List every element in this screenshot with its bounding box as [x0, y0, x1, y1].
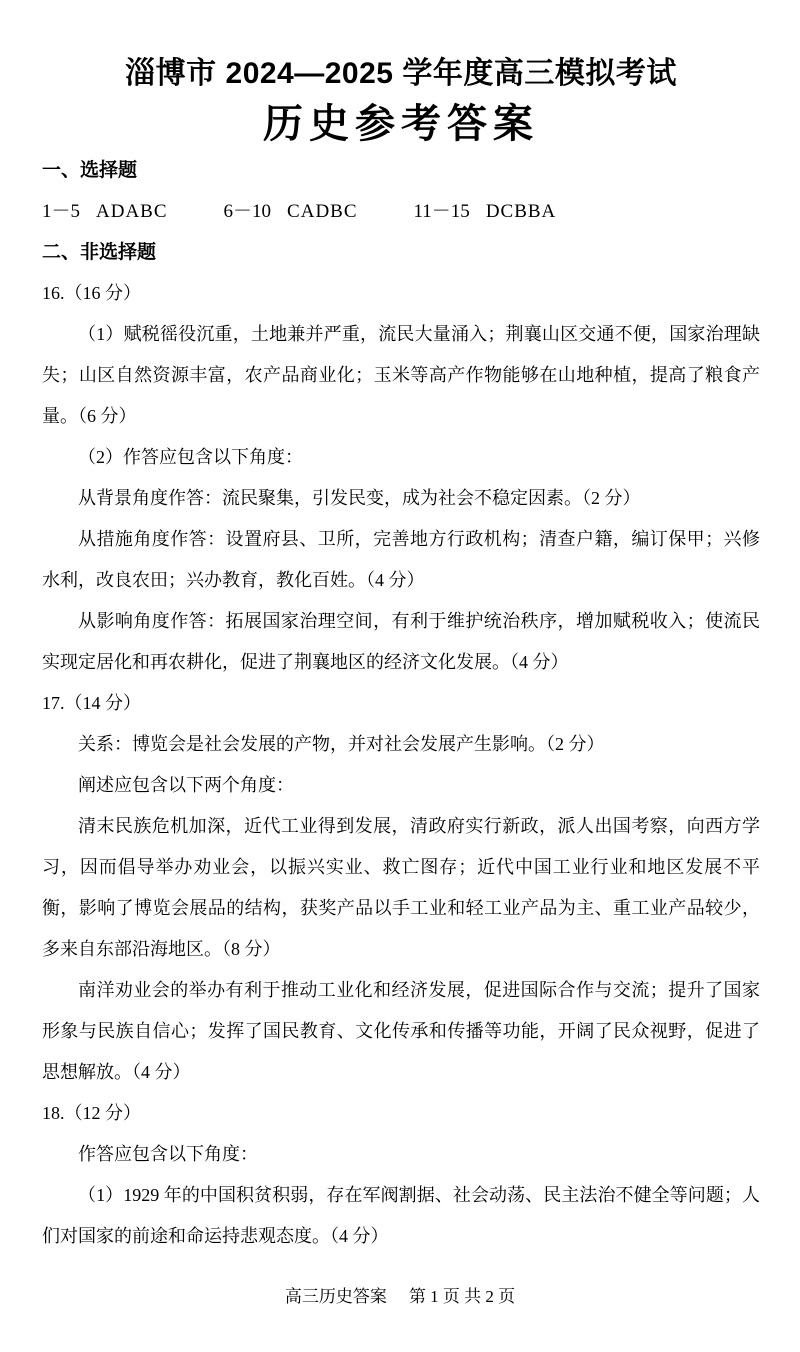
- answer-key-title: 历史参考答案: [263, 102, 539, 146]
- answer-letters-6-10: CADBC: [287, 201, 358, 222]
- section-heading-non-choice: 二、非选择题: [42, 242, 157, 263]
- q16-answer-1: （1）赋税徭役沉重，土地兼并严重，流民大量涌入；荆襄山区交通不便，国家治理缺失；山区自然资源丰富，农产品商业化；玉米等高产作物能够在山地种植，提高了粮食产量。（6 分）: [42, 324, 760, 426]
- q16-answer-2-background: 从背景角度作答：流民聚集，引发民变，成为社会不稳定因素。（2 分）: [78, 488, 641, 508]
- q16-answer-2-impact: 从影响角度作答：拓展国家治理空间，有利于维护统治秩序，增加赋税收入；使流民实现定居化和再农耕化，促进了荆襄地区的经济文化发展。（4 分）: [42, 611, 760, 672]
- question-17-number: 17.（14 分）: [42, 693, 141, 713]
- choice-answers-row: [42, 191, 760, 232]
- answer-group-6-10: [224, 191, 358, 232]
- question-16-number: 16.（16 分）: [42, 283, 141, 303]
- q16-answer-2-intro: （2）作答应包含以下角度：: [78, 447, 303, 467]
- q16-answer-2-measures: 从措施角度作答：设置府县、卫所，完善地方行政机构；清查户籍，编订保甲；兴修水利，改良农田；兴办教育，教化百姓。（4 分）: [42, 529, 760, 590]
- q18-intro: 作答应包含以下角度：: [78, 1144, 258, 1164]
- answer-letters-11-15: DCBBA: [485, 201, 557, 222]
- answer-range-11-15: 11－15: [413, 201, 470, 222]
- footer-doc-label: 高三历史答案: [284, 1287, 387, 1306]
- page-content: [0, 54, 800, 1257]
- q17-angle-1: 清末民族危机加深，近代工业得到发展，清政府实行新政，派人出国考察，向西方学习，因而倡导举办劝业会，以振兴实业、救亡图存；近代中国工业行业和地区发展不平衡，影响了博览会展品的结构，获奖产品以手工业和轻工业产品为主、重工业产品较少，多来自东部沿海地区。（8 分）: [42, 816, 760, 959]
- q17-intro: 阐述应包含以下两个角度：: [78, 775, 294, 795]
- answer-group-1-5: [42, 191, 168, 232]
- question-18-number: 18.（12 分）: [42, 1103, 141, 1123]
- answer-range-6-10: 6－10: [223, 201, 272, 222]
- document-body: [42, 150, 760, 1257]
- answer-letters-1-5: ADABC: [96, 201, 168, 222]
- q17-angle-2: 南洋劝业会的举办有利于推动工业化和经济发展，促进国际合作与交流；提升了国家形象与民族自信心；发挥了国民教育、文化传承和传播等功能，开阔了民众视野，促进了思想解放。（4 分）: [42, 980, 760, 1082]
- exam-title: 淄博市 2024—2025 学年度高三模拟考试: [125, 57, 677, 90]
- q18-answer-1: （1）1929 年的中国积贫积弱，存在军阀割据、社会动荡、民主法治不健全等问题；人们对国家的前途和命运持悲观态度。（4 分）: [42, 1185, 760, 1246]
- section-heading-choice: 一、选择题: [42, 160, 138, 181]
- answer-range-1-5: 1－5: [42, 201, 81, 222]
- q17-relation: 关系：博览会是社会发展的产物，并对社会发展产生影响。（2 分）: [78, 734, 605, 754]
- page-footer: [0, 1284, 800, 1310]
- footer-page-number: 第 1 页 共 2 页: [408, 1287, 516, 1306]
- answer-group-11-15: [414, 191, 557, 232]
